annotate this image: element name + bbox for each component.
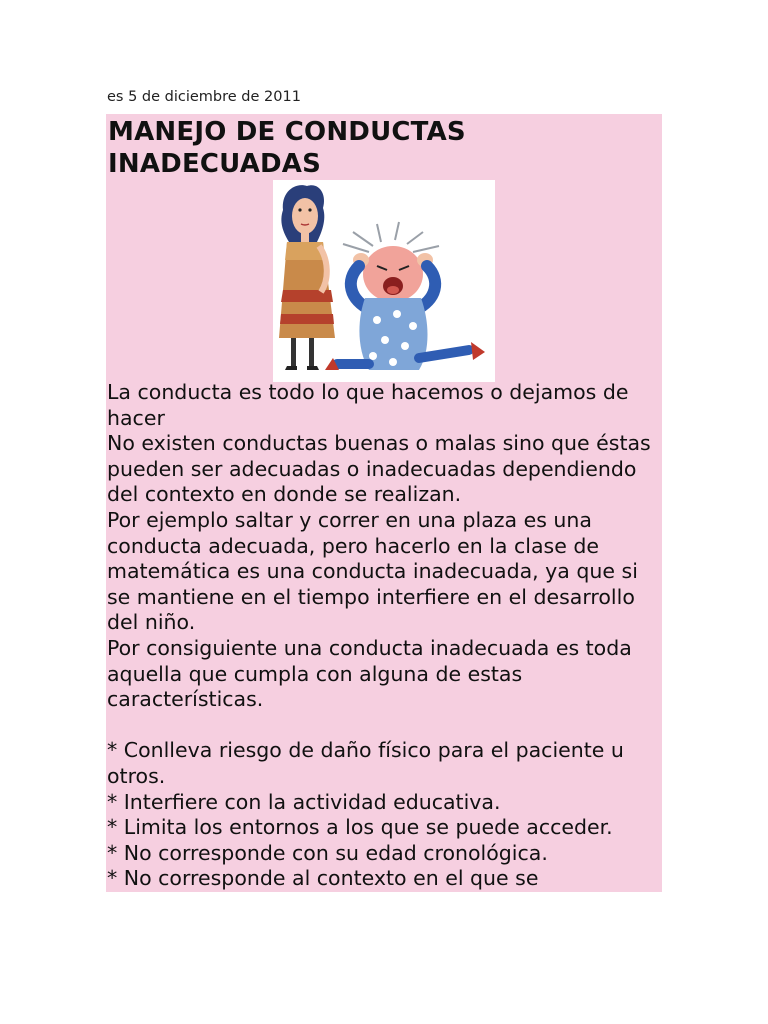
paragraph-spacer xyxy=(107,713,662,739)
crying-child-icon xyxy=(325,222,485,370)
paragraph: Por ejemplo saltar y correr en una plaza es una conducta adecuada, pero hacerlo en la clase de matemática es una conducta inadecuada, ya que si se mantiene en el tiempo interfiere en el desarrollo del niño. xyxy=(107,507,638,635)
adult-standing-beside-crying-child-icon xyxy=(273,180,495,382)
post-body xyxy=(107,380,662,892)
list-item: * No corresponde al contexto en el que se xyxy=(107,866,539,891)
list-item: * Limita los entornos a los que se puede acceder. xyxy=(107,815,613,840)
post-date: es 5 de diciembre de 2011 xyxy=(107,89,301,105)
list-item: * Conlleva riesgo de daño físico para el paciente u otros. xyxy=(107,738,624,788)
list-item: * Interfiere con la actividad educativa. xyxy=(107,789,501,814)
post-content xyxy=(106,114,662,892)
list-item: * No corresponde con su edad cronológica. xyxy=(107,840,548,865)
paragraph: No existen conductas buenas o malas sino que éstas pueden ser adecuadas o inadecuadas dependiendo del contexto en donde se realizan. xyxy=(107,431,651,507)
paragraph: Por consiguiente una conducta inadecuada es toda aquella que cumpla con alguna de estas características. xyxy=(107,635,632,712)
adult-figure-icon xyxy=(279,185,335,370)
paragraph: La conducta es todo lo que hacemos o dejamos de hacer xyxy=(107,380,629,430)
post-title: MANEJO DE CONDUCTAS INADECUADAS xyxy=(108,117,466,179)
